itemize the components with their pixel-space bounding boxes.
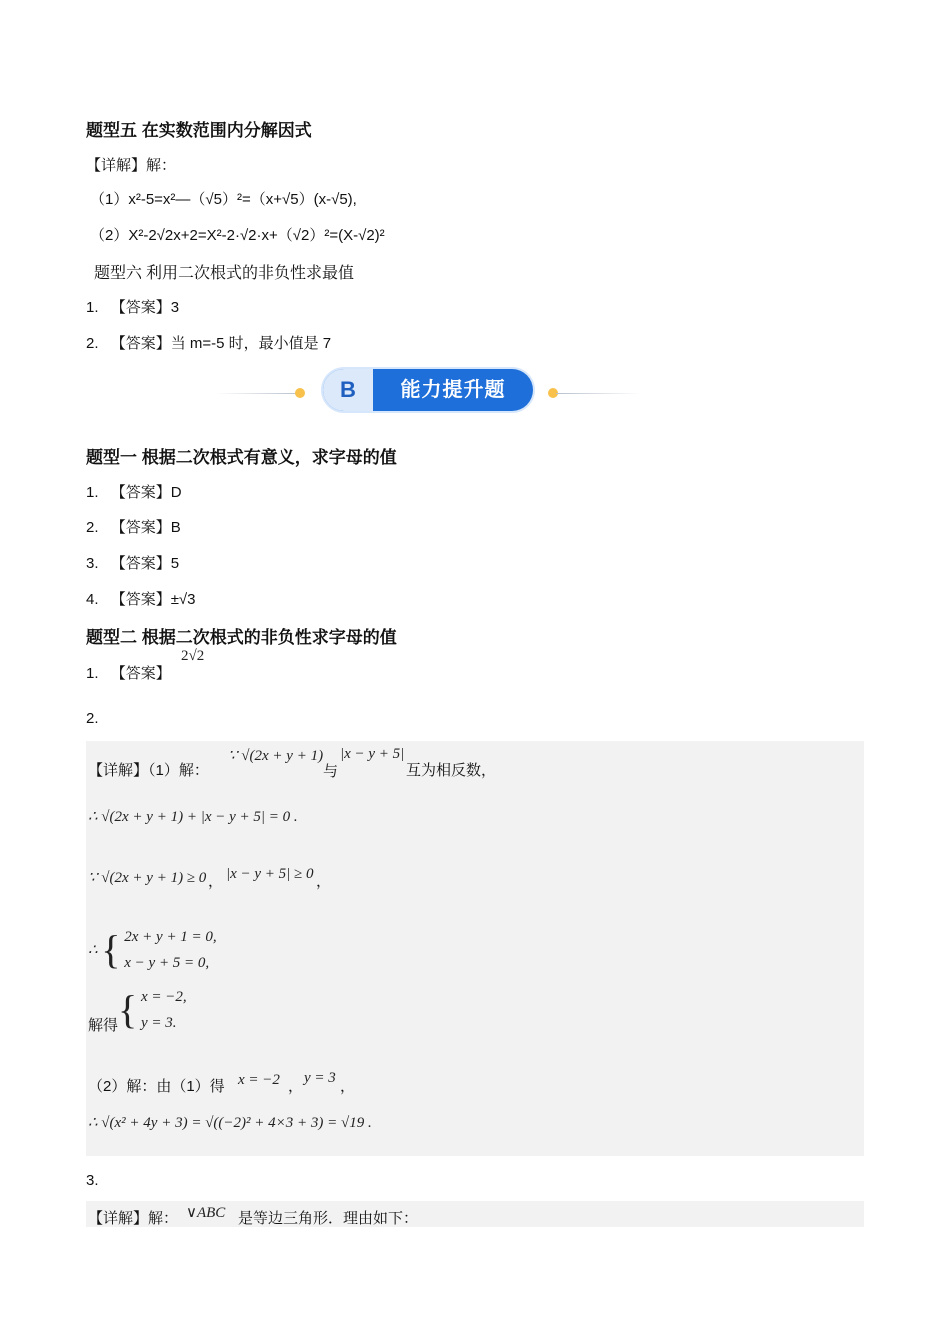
item-answer: 【答案】B (110, 519, 181, 536)
q3-detail-label: 【详解】解： (88, 1210, 179, 1227)
item-answer: 【答案】5 (110, 555, 180, 572)
partB1-item-4 (86, 588, 196, 609)
abs-expr: |x − y + 5| (340, 746, 405, 762)
partB1-item-1 (86, 481, 182, 502)
q2-line4-system (88, 924, 217, 976)
since-symbol: ∵ (228, 748, 238, 764)
item-number: 1. (86, 665, 99, 682)
q2-line6-x: x = −2 (238, 1072, 280, 1088)
equation-system (124, 924, 216, 976)
partB2-title: 题型二 根据二次根式的非负性求字母的值 (86, 628, 397, 647)
item-number: 3. (86, 555, 99, 572)
item-number: 1. (86, 484, 99, 501)
partB2-q1 (86, 662, 171, 683)
q2-line6-end: ， (340, 1078, 356, 1095)
q2-line5-label: 解得 (88, 1017, 119, 1034)
banner-left-dot (295, 388, 305, 398)
partB1-item-3 (86, 552, 179, 573)
section5-title: 题型五 在实数范围内分解因式 (86, 121, 312, 140)
q2-line3a: ∵ √(2x + y + 1) ≥ 0 (88, 870, 207, 886)
q3-tail: 是等边三角形．理由如下： (238, 1210, 419, 1227)
item-answer: 【答案】当 m=-5 时，最小值是 7 (110, 335, 332, 352)
section5-detail-label: 【详解】解： (86, 157, 177, 174)
solution-system (141, 984, 187, 1036)
item-answer-label: 【答案】 (110, 665, 171, 682)
q2-line1-tail: 互为相反数， (406, 762, 497, 779)
q2-line6-y: y = 3 (304, 1070, 336, 1086)
q2-detail-label: 【详解】（1）解： (88, 762, 209, 779)
left-brace: { (118, 987, 138, 1032)
q2-line7: ∴ √(x² + 4y + 3) = √((−2)² + 4×3 + 3) = √19 . (88, 1115, 372, 1131)
q2-line5-system (118, 984, 187, 1036)
item-answer: 【答案】D (110, 484, 182, 501)
partB1-item-2 (86, 516, 181, 537)
q2-line1-exprs (228, 746, 323, 765)
section5-line1: （1）x²-5=x²—（√5）²=（x+√5）(x-√5), (90, 191, 357, 208)
radical-expr: √(2x + y + 1) (241, 748, 324, 764)
therefore-symbol: ∴ (88, 942, 98, 959)
banner-label: 能力提升题 (400, 379, 506, 401)
q2-line1-with: 与 (323, 763, 339, 780)
section6-item-1 (86, 296, 179, 317)
item-answer: 【答案】3 (110, 299, 180, 316)
q2-line3-sep: ， (208, 873, 224, 890)
q2-line6-sep: ， (288, 1078, 304, 1095)
banner-left-line (215, 393, 300, 394)
solution-x: x = −2, (140, 989, 187, 1005)
banner-pill (323, 369, 533, 411)
q1-answer-value: 2√2 (181, 648, 205, 664)
item-number: 2. (86, 519, 99, 536)
q2-line3b: |x − y + 5| ≥ 0 (226, 866, 314, 882)
section5-line2: （2）X²-2√2x+2=X²-2·√2·x+（√2）²=(X-√2)² (90, 227, 385, 244)
equation-1: 2x + y + 1 = 0, (124, 929, 217, 945)
equation-2: x − y + 5 = 0, (124, 955, 210, 971)
item-number: 4. (86, 591, 99, 608)
q2-line6-label: （2）解：由（1）得 (88, 1078, 225, 1095)
item-answer: 【答案】±√3 (110, 591, 196, 608)
q3-triangle-expr: ∨ABC (186, 1205, 226, 1221)
item-number: 2. (86, 335, 99, 352)
partB2-q3-number: 3. (86, 1172, 99, 1189)
section6-item-2 (86, 332, 331, 353)
q2-line2: ∴ √(2x + y + 1) + |x − y + 5| = 0 . (88, 809, 298, 825)
partB1-title: 题型一 根据二次根式有意义，求字母的值 (86, 448, 397, 467)
left-brace: { (101, 927, 121, 972)
section6-title: 题型六 利用二次根式的非负性求最值 (94, 265, 355, 282)
q2-line3-end: ， (316, 873, 332, 890)
item-number: 1. (86, 299, 99, 316)
partB2-q2-number: 2. (86, 710, 99, 727)
banner-letter: B (323, 369, 373, 411)
solution-y: y = 3. (140, 1015, 177, 1031)
banner-right-line (556, 393, 641, 394)
